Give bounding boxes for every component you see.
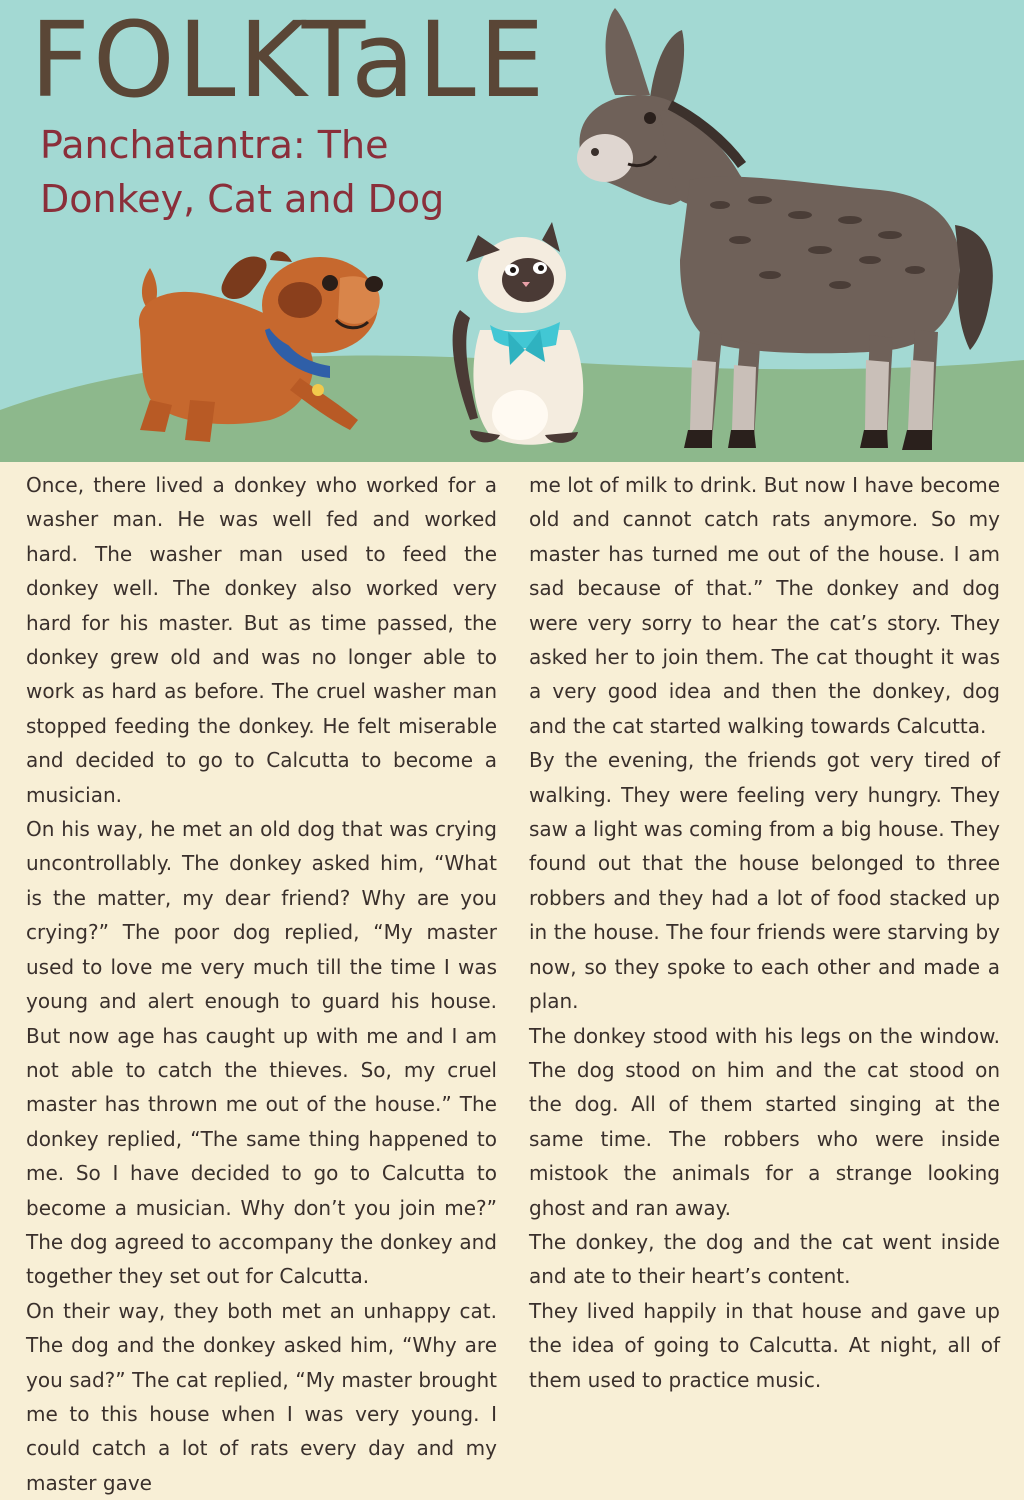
story-paragraph: On his way, he met an old dog that was crying uncontrollably. The donkey asked him, “What is the matter, my dear friend? Why are you crying?” The poor dog replied, “My master used to love me very much till the time I was young and alert enough to guard his house. But now age has caught up with me and I am not able to catch the thieves. So, my cruel master has thrown me out of the house.” The donkey replied, “The same thing happened to me. So I have decided to go to Calcutta to become a musician. Why don’t you join me?” The dog agreed to accompany the donkey and together they set out for Calcutta. bbox=[26, 817, 497, 1289]
story-right-column bbox=[529, 468, 1000, 1397]
cat-illustration bbox=[453, 222, 584, 445]
story-paragraph: The donkey, the dog and the cat went inside and ate to their heart’s content. bbox=[529, 1229, 1000, 1289]
page-subtitle: Panchatantra: The Donkey, Cat and Dog bbox=[40, 123, 445, 221]
illustration-banner bbox=[0, 0, 1024, 462]
page-title: FOLKTaLE bbox=[30, 0, 548, 121]
dog-illustration bbox=[139, 251, 383, 442]
story-paragraph: By the evening, the friends got very tired of walking. They were feeling very hungry. They saw a light was coming from a big house. They found out that the house belonged to three robbers and they had a lot of food stacked up in the house. The four friends were starving by now, so they spoke to each other and made a plan. bbox=[529, 748, 1000, 1014]
story-paragraph: me lot of milk to drink. But now I have become old and cannot catch rats anymore. So my master has turned me out of the house. I am sad because of that.” The donkey and dog were very sorry to hear the cat’s story. They asked her to join them. The cat thought it was a very good idea and then the donkey, dog and the cat started walking towards Calcutta. bbox=[529, 473, 1000, 738]
story-paragraph: The donkey stood with his legs on the window. The dog stood on him and the cat stood on the dog. All of them started singing at the same time. The robbers who were inside mistook the animals for a strange looking ghost and ran away. bbox=[529, 1023, 1000, 1220]
story-paragraph: They lived happily in that house and gave up the idea of going to Calcutta. At night, all of them used to practice music. bbox=[529, 1298, 1000, 1392]
story-paragraph: On their way, they both met an unhappy cat. The dog and the donkey asked him, “Why are you sad?” The cat replied, “My master brought me to this house when I was very young. I could catch a lot of rats every day and my master gave bbox=[26, 1298, 497, 1495]
story-paragraph: Once, there lived a donkey who worked for a washer man. He was well fed and worked hard. The washer man used to feed the donkey well. The donkey also worked very hard for his master. But as time passed, the donkey grew old and was no longer able to work as hard as before. The cruel washer man stopped feeding the donkey. He felt miserable and decided to go to Calcutta to become a musician. bbox=[26, 473, 497, 807]
story-left-column bbox=[26, 468, 497, 1500]
